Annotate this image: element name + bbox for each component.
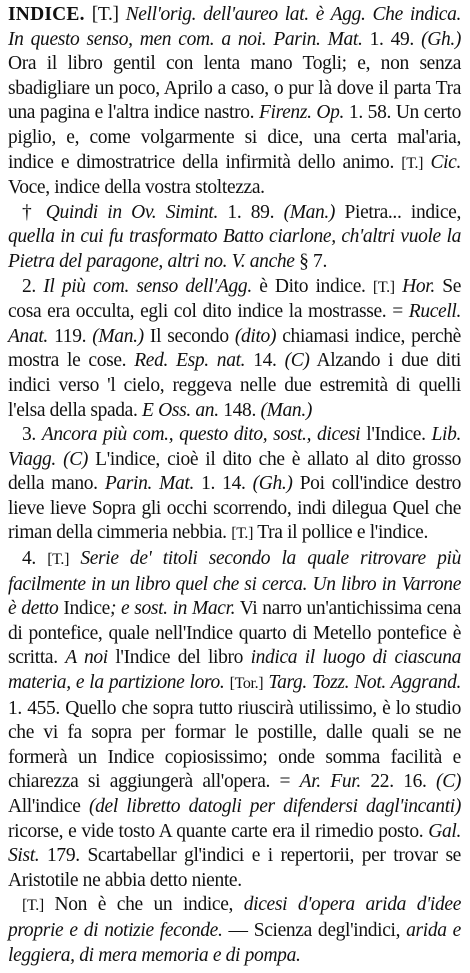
bracket-tag: [T.] [22,897,44,915]
italic-text-run: Ar. Fur. [299,771,361,793]
text-run: Poi coll'indice destro lieve lieve Sopra gli occhi scorrendo, indi dilegua Quel che riman della cimmeria nebbia. [8,473,461,544]
text-run: Vi narro un'antichissima cena di pontefice, quale nell'Indice quarto di Metello pontefice è scritta. [8,598,461,669]
text-run: 179. Scartabellar gl'indici e i repertorii, per trovar se Aristotile ne abbia detto niente. [8,845,461,891]
text-run: 22. 16. [360,771,437,793]
italic-text-run: (del libretto datogli per difendersi dagl'incanti) [88,796,461,817]
italic-text-run: Nell'orig. dell'aureo lat. è Agg. Che indica. In questo senso, men com. a noi. Parin. Mat. [8,4,462,50]
text-run: Voce, indice della vostra stoltezza. [8,177,265,199]
italic-text-run: Gal. Sist. [8,820,461,867]
text-run: 1. 14. [194,473,253,495]
italic-text-run: (C) [63,448,89,470]
text-run: Ora il libro gentil con lenta mano Togli; e, non senza sbadigliare un poco, Aprilo a caso, o pur là dove il parta Tra una pagina e l'altra indice nastro. [8,53,461,124]
text-run: 14. [245,350,285,372]
text-run: 1. 58. Un certo piglio, e, come volgarmente si dice, una certa mal'aria, indice e dimostratrice della infirmità dello animo. [8,102,461,173]
entry-sense-2 [8,275,461,424]
italic-text-run: dicesi d'opera arida d'idee proprie e di notizie feconde. [8,894,461,941]
text-run: Se cosa era occulta, egli col dito indice la mostrasse. = [8,275,462,323]
italic-text-run: Quindi in Ov. Simint. [45,201,218,223]
text-run: § 7. [294,250,327,272]
italic-text-run: ; e sost. in Macr. [109,598,236,620]
bracket-tag: [T.] [372,278,395,296]
text-run: Non è che un indice, [43,894,244,916]
entry-sense-4 [8,547,461,893]
text-run: Il secondo [143,325,235,347]
bracket-tag: [Tor.] [229,675,264,693]
text-run: ricorse, e vide tosto A quante carte era il rimedio posto. [8,820,429,842]
italic-text-run: Cic. [430,151,461,173]
text-run: 1. 49. [362,28,422,50]
italic-text-run: (C) [436,771,461,793]
italic-text-run: indica il luogo di ciascuna materia, e la partizione loro. [8,647,462,694]
italic-text-run: Ancora più com., questo dito, sost., dicesi [41,424,361,446]
bracket-tag: [T.] [401,154,424,172]
italic-text-run: (Man.) [92,325,144,347]
bracket-tag: [T.] [47,551,70,569]
italic-text-run: Serie de' titoli secondo la quale ritrovare più facilmente in un libro quel che si cerca. Un libro in Varrone è detto [8,548,461,620]
tag: [T.] [91,4,119,25]
text-run: Indice [58,598,110,620]
text-run: Pietra... indice, [335,201,461,223]
italic-text-run: (Gh.) [421,28,462,50]
text-run: All'indice [8,796,89,817]
headword: INDICE. [8,4,85,25]
text-run: † [22,201,46,223]
text-run: L'indice, cioè il dito che è allato al dito grosso della mano. [8,448,461,495]
italic-text-run: Il più com. senso dell'Agg. [43,275,252,297]
italic-text-run: Hor. [402,275,435,297]
italic-text-run: Parin. Mat. [104,473,195,495]
text-run: 119. [47,325,93,347]
text-run: 1. 89. [217,201,284,223]
bracket-tag: [T.] [231,525,254,543]
entry-definition-paragraph [8,3,461,201]
text-run [56,449,63,470]
text-run: 3. [22,424,42,446]
text-run [69,548,80,569]
italic-text-run: Red. Esp. nat. [134,350,246,372]
italic-text-run: Targ. Tozz. Not. Aggrand. [268,672,462,694]
entry-sense-note [8,893,461,968]
italic-text-run: Rucell. Anat. [8,301,461,347]
text-run: l'Indice. [360,424,432,446]
italic-text-run: (Man.) [260,399,313,421]
text-run: Alzando i due diti indici verso 'l cielo, reggeva nelle due estremità di quelli l'elsa della spada. [8,350,461,421]
italic-text-run: (C) [284,350,310,372]
entry-sense-3 [8,423,461,547]
text-run: 1. 455. Quello che sopra tutto riuscirà utilissimo, è lo studio che vi fa sopra per formar le postille, dalle quali se ne formerà un Indice copiosissimo; onde somma facilità e chiarezza si aggiungerà all'opera. = [8,697,461,793]
entry-sense-quindi [8,201,461,275]
italic-text-run: A noi [65,647,108,669]
text-run: l'Indice del libro [107,647,251,669]
italic-text-run: (dito) [234,325,277,347]
italic-text-run: Lib. Viagg. [8,424,462,470]
text-run: 4. [22,548,48,570]
text-run: è Dito indice. [251,275,373,297]
text-run [395,276,402,297]
italic-text-run: Firenz. Op. [258,102,345,124]
italic-text-run: quella in cui fu trasformato Batto ciarlone, ch'altri vuole la Pietra del paragone, altri no. V. anche [8,226,461,272]
text-run: chiamasi indice, perchè mostra le cose. [8,325,461,372]
text-run: 2. [22,275,44,297]
text-run: 148. [218,399,261,421]
italic-text-run: E Oss. an. [142,399,219,421]
text-run: — Scienza degl'indici, [222,919,407,941]
italic-text-run: arida e leggiera, di mera memoria e di pompa. [8,919,461,966]
italic-text-run: (Man.) [283,201,336,223]
text-run: Tra il pollice e l'indice. [253,522,429,544]
italic-text-run: (Gh.) [252,473,293,495]
